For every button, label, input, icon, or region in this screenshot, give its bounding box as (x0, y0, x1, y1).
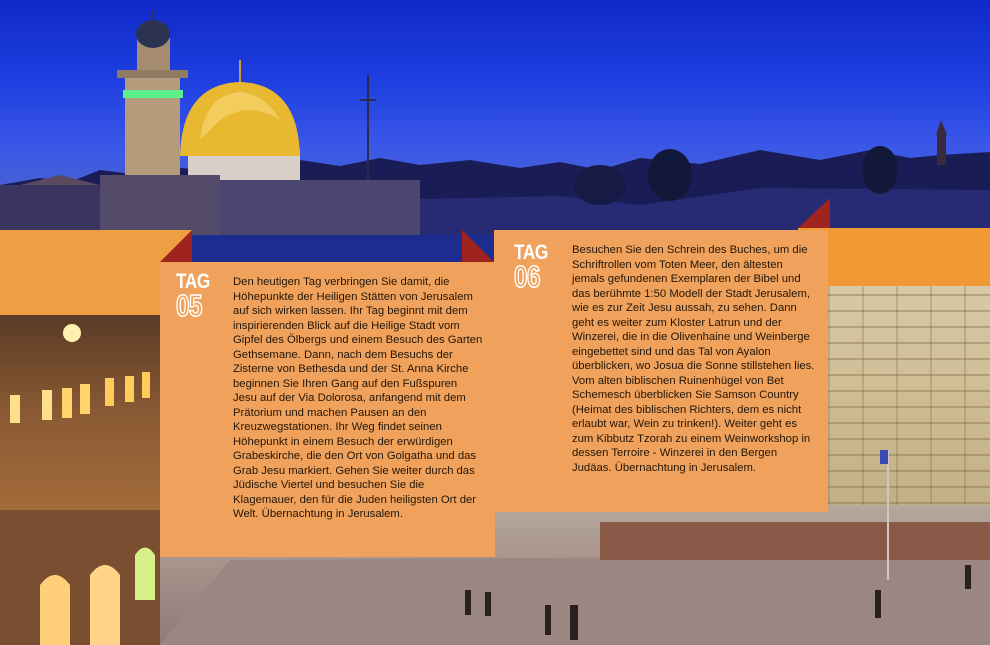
minaret-balcony (117, 70, 188, 78)
person (485, 592, 491, 616)
window (62, 388, 72, 418)
person (965, 565, 971, 589)
church-tower (937, 135, 946, 165)
tree (862, 146, 898, 194)
day-05-description: Den heutigen Tag verbringen Sie damit, die Höhepunkte der Heiligen Stätten von Jerusalem auf sich wirken lassen. Ihr Tag beginnt mit dem inspirierenden Blick auf die Heilige Stadt vom Gipfel des Ölbergs und einem Besuch des Garten Gethsemane. Dann, nach dem Besuchs der Zisterne von Bethesda und der St. Anna Kirche beginnen Sie Ihren Gang auf den Fußspuren Jesu auf der Via Dolorosa, anfangend mit dem Prätorium und machen Pausen an den Kreuzwegstationen. Ihr Weg findet seinen Höhepunkt in einem Besuch der erwürdigen Grabeskirche, die den Ort von Golgatha und das Grab Jesu markiert. Gehen Sie weiter durch das Jüdische Viertel und besuchen Sie die Klagemauer, den für die Juden heiligsten Ort der Welt. Übernachtung in Jerusalem. (233, 276, 483, 520)
person (465, 590, 471, 615)
person (570, 605, 578, 640)
tree (648, 149, 692, 201)
minaret-lights (123, 90, 183, 98)
day-06-tag (514, 241, 555, 294)
day-06-tag-word: TAG (514, 241, 548, 264)
tree (574, 165, 626, 205)
window (80, 384, 90, 414)
day-06-tag-number: 06 (514, 259, 541, 294)
ribbon-fold-left (160, 230, 192, 262)
window (125, 376, 134, 402)
window (42, 390, 52, 420)
ribbon-fold-right (798, 198, 830, 228)
building (220, 180, 420, 235)
person (875, 590, 881, 618)
arch (90, 565, 120, 645)
minaret-cap (136, 20, 170, 48)
arch (40, 575, 70, 645)
street-lamp (63, 324, 81, 342)
day-05-tag-word: TAG (176, 270, 210, 293)
window (105, 378, 114, 406)
window (142, 372, 150, 398)
barrier (600, 522, 990, 560)
flag (880, 450, 888, 464)
church-spire (936, 120, 947, 135)
day-06-description: Besuchen Sie den Schrein des Buches, um die Schriftrollen vom Toten Meer, den ältesten jemals gefundenen Exemplaren der Bibel und das berühmte 1:50 Modell der Stadt Jerusalem, wie es zur Zeit Jesu aussah, zu sehen. Dann geht es weiter zum Kloster Latrun und der Winzerei, die in die Olivenhaine und Weinberge eingebettet sind und das Tal von Ayalon überblicken, wo Josua die Sonne stillstehen lies. Vom alten biblischen Ruinenhügel von Bet Schemesch überblicken Sie Samson Country (Heimat des biblischen Richters, dem es nicht erlaubt war, Wein zu trinken!). Weiter geht es zum Kibbutz Tzorah zu einem Weinworkshop in dessen Terroire - Winzerei in den Bergen Judäas. Übernachtung in Jerusalem. (572, 244, 815, 474)
window (10, 395, 20, 423)
person (545, 605, 551, 635)
day-05-tag-number: 05 (176, 288, 203, 323)
minaret-shaft (125, 70, 180, 190)
building (100, 175, 220, 235)
ribbon-fold-middle (462, 230, 494, 262)
arch (135, 548, 155, 601)
day-05-tag (176, 270, 217, 323)
